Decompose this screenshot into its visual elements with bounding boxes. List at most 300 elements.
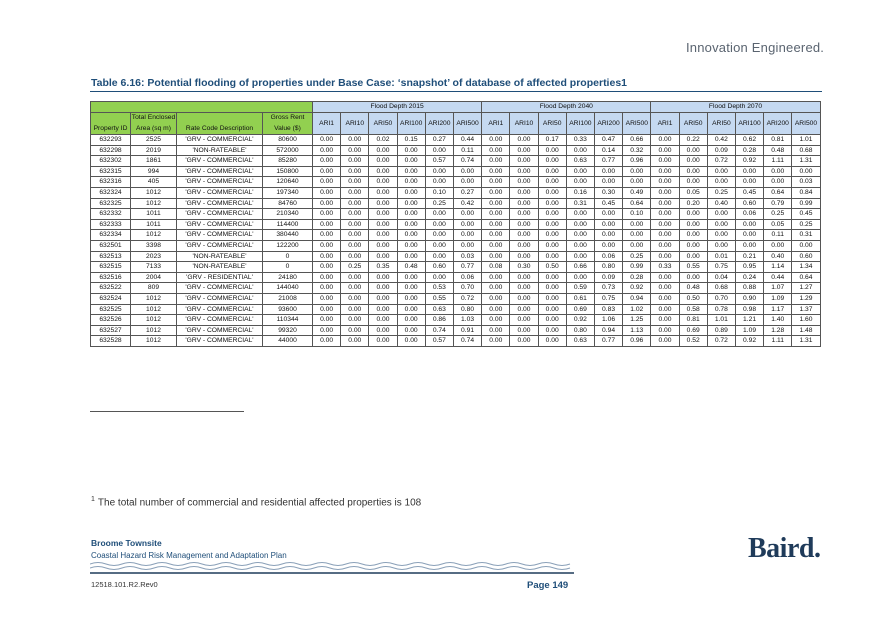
table-cell: 0.28 <box>735 145 763 156</box>
table-cell: 0.00 <box>425 251 453 262</box>
table-cell: 0.00 <box>679 209 707 220</box>
table-cell: 0.00 <box>313 209 341 220</box>
table-cell: 2023 <box>131 251 177 262</box>
table-row <box>91 145 821 156</box>
table-cell: 0.00 <box>651 325 679 336</box>
table-cell: 0.00 <box>482 135 510 146</box>
table-cell: 0.48 <box>679 283 707 294</box>
table-cell: 0.25 <box>623 251 651 262</box>
table-cell: 0.00 <box>313 145 341 156</box>
table-cell: 0.00 <box>341 230 369 241</box>
table-cell: 632515 <box>91 262 131 273</box>
table-cell: 0.00 <box>369 240 397 251</box>
table-cell: 0.00 <box>538 315 566 326</box>
table-cell: 0.00 <box>679 145 707 156</box>
table-cell: 0.00 <box>594 240 622 251</box>
table-cell: 0.00 <box>313 166 341 177</box>
table-cell: 0.16 <box>566 187 594 198</box>
table-cell: 0.72 <box>707 156 735 167</box>
table-row <box>91 293 821 304</box>
table-cell: 0.00 <box>510 293 538 304</box>
table-cell: 0.00 <box>651 219 679 230</box>
table-cell: 'GRV - COMMERCIAL' <box>177 166 263 177</box>
document-subtitle: Coastal Hazard Risk Management and Adaptation Plan <box>91 551 287 560</box>
table-cell: 0.00 <box>707 219 735 230</box>
table-cell: 0.35 <box>369 262 397 273</box>
table-cell: 0.00 <box>735 240 763 251</box>
table-cell: 0.89 <box>707 325 735 336</box>
table-cell: 0.00 <box>482 272 510 283</box>
table-cell: 0.83 <box>594 304 622 315</box>
table-cell: 0.00 <box>453 166 481 177</box>
header-total-area: Total Enclosed Area (sq m) <box>131 113 177 135</box>
table-cell: 0.20 <box>679 198 707 209</box>
table-cell: 0.74 <box>453 336 481 347</box>
table-cell: 0.60 <box>792 251 820 262</box>
table-cell: 632333 <box>91 219 131 230</box>
blank-header-cell <box>91 102 313 113</box>
table-cell: 0.81 <box>679 315 707 326</box>
table-cell: 0.57 <box>425 156 453 167</box>
table-cell: 0.00 <box>735 219 763 230</box>
table-cell: 0.06 <box>453 272 481 283</box>
table-row <box>91 209 821 220</box>
table-cell: 0.00 <box>313 230 341 241</box>
table-row <box>91 166 821 177</box>
table-cell: 21008 <box>263 293 313 304</box>
table-cell: 0.28 <box>623 272 651 283</box>
table-cell: 0.00 <box>313 315 341 326</box>
table-cell: 85280 <box>263 156 313 167</box>
header-ari-2040-1: ARI10 <box>510 113 538 135</box>
table-cell: 0.00 <box>397 166 425 177</box>
table-cell: 0.66 <box>566 262 594 273</box>
table-cell: 0.00 <box>482 293 510 304</box>
table-cell: 0.00 <box>651 315 679 326</box>
table-cell: 0.22 <box>679 135 707 146</box>
table-cell: 0.00 <box>510 272 538 283</box>
table-cell: 0.00 <box>313 325 341 336</box>
table-cell: 0.00 <box>341 240 369 251</box>
table-cell: 0.69 <box>679 325 707 336</box>
table-cell: 0.15 <box>397 135 425 146</box>
table-cell: 0.00 <box>538 251 566 262</box>
table-row <box>91 336 821 347</box>
table-cell: 0.95 <box>735 262 763 273</box>
table-cell: 24180 <box>263 272 313 283</box>
header-ari-2070-2: ARI50 <box>707 113 735 135</box>
table-cell: 0.00 <box>313 240 341 251</box>
table-cell: 632302 <box>91 156 131 167</box>
table-cell: 0.75 <box>707 262 735 273</box>
footnote-text: The total number of commercial and residential affected properties is 108 <box>97 497 422 509</box>
table-cell: 0.00 <box>369 219 397 230</box>
table-row <box>91 187 821 198</box>
table-cell: 0.00 <box>313 177 341 188</box>
table-cell: 1.25 <box>623 315 651 326</box>
table-cell: 0.68 <box>792 145 820 156</box>
table-cell: 'GRV - COMMERCIAL' <box>177 293 263 304</box>
table-cell: 1012 <box>131 293 177 304</box>
table-cell: 0.00 <box>341 251 369 262</box>
table-cell: 0.00 <box>369 251 397 262</box>
table-cell: 0.00 <box>482 145 510 156</box>
table-cell: 0.00 <box>735 177 763 188</box>
table-cell: 0.64 <box>764 187 792 198</box>
table-cell: 0.25 <box>792 219 820 230</box>
page-number: Page 149 <box>527 580 569 591</box>
table-cell: 'GRV - COMMERCIAL' <box>177 240 263 251</box>
table-cell: 0.00 <box>341 145 369 156</box>
table-cell: 0.00 <box>369 156 397 167</box>
table-cell: 0.00 <box>651 166 679 177</box>
table-group-header-row <box>91 102 821 113</box>
table-cell: 0.00 <box>482 230 510 241</box>
table-cell: 0.00 <box>453 230 481 241</box>
document-code: 12518.101.R2.Rev0 <box>91 580 158 589</box>
table-cell: 1012 <box>131 325 177 336</box>
table-cell: 632524 <box>91 293 131 304</box>
table-cell: 0.09 <box>707 145 735 156</box>
table-cell: 44000 <box>263 336 313 347</box>
table-cell: 0.77 <box>594 336 622 347</box>
header-property-id: Property ID <box>91 113 131 135</box>
table-cell: 1.40 <box>764 315 792 326</box>
table-cell: 0.00 <box>538 145 566 156</box>
table-cell: 0.45 <box>792 209 820 220</box>
table-cell: 1.09 <box>764 293 792 304</box>
table-cell: 0.00 <box>566 166 594 177</box>
table-row <box>91 251 821 262</box>
table-cell: 1.02 <box>623 304 651 315</box>
table-cell: 0.25 <box>341 262 369 273</box>
table-cell: 0.00 <box>538 177 566 188</box>
table-cell: 0.70 <box>453 283 481 294</box>
table-cell: 0.00 <box>482 209 510 220</box>
table-cell: 0.72 <box>707 336 735 347</box>
table-cell: 0.92 <box>735 156 763 167</box>
table-cell: 0.00 <box>651 156 679 167</box>
table-cell: 0.99 <box>623 262 651 273</box>
table-cell: 0.00 <box>482 156 510 167</box>
table-cell: 0.00 <box>341 166 369 177</box>
table-cell: 0.00 <box>397 251 425 262</box>
table-cell: 0.00 <box>538 209 566 220</box>
table-cell: 0.00 <box>341 283 369 294</box>
table-cell: 0.00 <box>341 177 369 188</box>
table-cell: 0.11 <box>764 230 792 241</box>
table-cell: 0.27 <box>425 135 453 146</box>
table-cell: 1.31 <box>792 156 820 167</box>
header-ari-2040-0: ARI1 <box>482 113 510 135</box>
table-cell: 0.00 <box>369 198 397 209</box>
table-cell: 0.00 <box>510 325 538 336</box>
table-cell: 0.63 <box>566 336 594 347</box>
table-cell: 1.27 <box>792 283 820 294</box>
table-cell: 0.00 <box>510 219 538 230</box>
table-cell: 0.00 <box>510 187 538 198</box>
header-ari-2015-2: ARI50 <box>369 113 397 135</box>
table-cell: 1.11 <box>764 336 792 347</box>
table-cell: 0.00 <box>679 219 707 230</box>
table-cell: 0.00 <box>425 230 453 241</box>
table-cell: 0.00 <box>510 145 538 156</box>
table-cell: 0.00 <box>510 315 538 326</box>
table-cell: 0.00 <box>482 198 510 209</box>
table-cell: 572000 <box>263 145 313 156</box>
table-cell: 0.00 <box>313 156 341 167</box>
header-ari-2015-5: ARI500 <box>453 113 481 135</box>
table-cell: 0.00 <box>397 293 425 304</box>
header-ari-2040-5: ARI500 <box>623 113 651 135</box>
table-cell: 0.00 <box>313 219 341 230</box>
table-cell: 2525 <box>131 135 177 146</box>
table-cell: 0.00 <box>566 177 594 188</box>
table-cell: 0.00 <box>594 209 622 220</box>
table-cell: 0.04 <box>707 272 735 283</box>
table-cell: 0.00 <box>651 145 679 156</box>
table-cell: 0.00 <box>453 219 481 230</box>
table-cell: 0.80 <box>566 325 594 336</box>
table-cell: 0.73 <box>594 283 622 294</box>
table-cell: 0.74 <box>453 156 481 167</box>
table-cell: 0.00 <box>313 135 341 146</box>
table-cell: 0.00 <box>679 272 707 283</box>
header-rate-code: Rate Code Description <box>177 113 263 135</box>
table-cell: 0.00 <box>792 166 820 177</box>
table-cell: 0.00 <box>369 166 397 177</box>
table-cell: 0.00 <box>313 251 341 262</box>
table-cell: 0.00 <box>510 166 538 177</box>
table-cell: 0.00 <box>313 283 341 294</box>
table-cell: 0.00 <box>482 219 510 230</box>
header-ari-2070-1: ARI50 <box>679 113 707 135</box>
table-cell: 150800 <box>263 166 313 177</box>
table-cell: 120640 <box>263 177 313 188</box>
table-cell: 0.01 <box>707 251 735 262</box>
table-cell: 1.01 <box>792 135 820 146</box>
table-cell: 0.30 <box>594 187 622 198</box>
table-title: Table 6.16: Potential flooding of properties under Base Case: ‘snapshot’ of database of affected properties1 <box>91 77 627 89</box>
table-cell: 1.09 <box>735 325 763 336</box>
table-cell: 0.00 <box>538 230 566 241</box>
table-cell: 1.34 <box>792 262 820 273</box>
table-cell: 0.31 <box>566 198 594 209</box>
table-cell: 0.00 <box>341 315 369 326</box>
table-cell: 1.28 <box>764 325 792 336</box>
table-cell: 0.00 <box>735 230 763 241</box>
table-cell: 0.00 <box>623 166 651 177</box>
header-ari-2070-5: ARI500 <box>792 113 820 135</box>
table-cell: 0.79 <box>764 198 792 209</box>
table-cell: 1012 <box>131 198 177 209</box>
table-cell: 0.00 <box>369 230 397 241</box>
table-cell: 0.96 <box>623 336 651 347</box>
table-cell: 0.00 <box>510 336 538 347</box>
table-cell: 0.00 <box>792 240 820 251</box>
table-cell: 'GRV - COMMERCIAL' <box>177 315 263 326</box>
header-ari-2070-0: ARI1 <box>651 113 679 135</box>
table-cell: 0.92 <box>566 315 594 326</box>
table-cell: 0.69 <box>566 304 594 315</box>
table-cell: 0.59 <box>566 283 594 294</box>
table-cell: 0.92 <box>623 283 651 294</box>
table-cell: 0.60 <box>735 198 763 209</box>
table-cell: 'GRV - COMMERCIAL' <box>177 336 263 347</box>
table-cell: 0.00 <box>538 272 566 283</box>
header-ari-2015-1: ARI10 <box>341 113 369 135</box>
table-cell: 0.00 <box>764 240 792 251</box>
table-cell: 0.00 <box>538 283 566 294</box>
table-cell: 0.00 <box>510 156 538 167</box>
table-cell: 'NON-RATEABLE' <box>177 262 263 273</box>
table-cell: 0.00 <box>313 272 341 283</box>
table-cell: 'NON-RATEABLE' <box>177 251 263 262</box>
table-cell: 'GRV - COMMERCIAL' <box>177 135 263 146</box>
title-divider <box>90 91 822 92</box>
table-cell: 0.06 <box>735 209 763 220</box>
table-cell: 0.00 <box>594 230 622 241</box>
table-cell: 0.00 <box>369 304 397 315</box>
table-cell: 0.00 <box>566 230 594 241</box>
table-cell: 197340 <box>263 187 313 198</box>
table-cell: 0.00 <box>341 219 369 230</box>
table-cell: 2019 <box>131 145 177 156</box>
flooding-table <box>90 101 821 347</box>
table-cell: 0.08 <box>482 262 510 273</box>
table-cell: 0.00 <box>538 304 566 315</box>
table-cell: 0.00 <box>482 336 510 347</box>
table-cell: 0.05 <box>679 187 707 198</box>
table-cell: 0.00 <box>651 336 679 347</box>
table-cell: 0.00 <box>397 240 425 251</box>
table-row <box>91 315 821 326</box>
table-cell: 0.00 <box>651 209 679 220</box>
table-cell: 0.00 <box>651 304 679 315</box>
table-cell: 144040 <box>263 283 313 294</box>
table-cell: 0.25 <box>764 209 792 220</box>
table-cell: 0.00 <box>425 272 453 283</box>
table-cell: 0.02 <box>369 135 397 146</box>
table-cell: 0.00 <box>341 156 369 167</box>
table-cell: 1012 <box>131 304 177 315</box>
table-cell: 0.06 <box>594 251 622 262</box>
table-cell: 1011 <box>131 209 177 220</box>
table-cell: 0.00 <box>482 166 510 177</box>
table-cell: 0.62 <box>735 135 763 146</box>
table-cell: 1.29 <box>792 293 820 304</box>
table-cell: 0.00 <box>397 325 425 336</box>
table-cell: 0.00 <box>482 325 510 336</box>
table-cell: 1.48 <box>792 325 820 336</box>
table-cell: 0.40 <box>764 251 792 262</box>
group-header-2015: Flood Depth 2015 <box>313 102 482 113</box>
table-cell: 0.42 <box>707 135 735 146</box>
table-cell: 0.00 <box>397 209 425 220</box>
table-cell: 1.37 <box>792 304 820 315</box>
table-cell: 0.00 <box>341 209 369 220</box>
table-cell: 1.03 <box>453 315 481 326</box>
table-cell: 632325 <box>91 198 131 209</box>
table-cell: 0.00 <box>397 145 425 156</box>
table-cell: 0.00 <box>425 145 453 156</box>
table-cell: 0.61 <box>566 293 594 304</box>
table-cell: 0.00 <box>679 156 707 167</box>
table-cell: 0.00 <box>764 166 792 177</box>
wave-divider-icon <box>90 561 574 575</box>
table-cell: 0.77 <box>594 156 622 167</box>
group-header-2040: Flood Depth 2040 <box>482 102 651 113</box>
table-cell: 0.00 <box>453 240 481 251</box>
table-cell: 0.63 <box>566 156 594 167</box>
table-cell: 0.00 <box>397 156 425 167</box>
table-cell: 'GRV - COMMERCIAL' <box>177 283 263 294</box>
table-row <box>91 230 821 241</box>
table-cell: 0.66 <box>623 135 651 146</box>
table-cell: 0.44 <box>764 272 792 283</box>
table-cell: 0.55 <box>425 293 453 304</box>
table-cell: 0.00 <box>425 177 453 188</box>
table-cell: 0.00 <box>397 315 425 326</box>
header-gross-rent: Gross Rent Value ($) <box>263 113 313 135</box>
table-cell: 0.91 <box>453 325 481 336</box>
table-cell: 632526 <box>91 315 131 326</box>
table-cell: 0.00 <box>397 304 425 315</box>
table-cell: 1.17 <box>764 304 792 315</box>
header-ari-2070-3: ARI100 <box>735 113 763 135</box>
table-cell: 0.00 <box>510 240 538 251</box>
table-cell: 1012 <box>131 336 177 347</box>
header-ari-2040-4: ARI200 <box>594 113 622 135</box>
table-cell: 0.00 <box>482 187 510 198</box>
table-cell: 0.00 <box>707 209 735 220</box>
table-cell: 0.00 <box>538 336 566 347</box>
table-cell: 0.00 <box>482 304 510 315</box>
table-cell: 0.00 <box>369 187 397 198</box>
table-cell: 210340 <box>263 209 313 220</box>
table-cell: 0.00 <box>482 251 510 262</box>
table-cell: 0.00 <box>425 209 453 220</box>
table-cell: 80600 <box>263 135 313 146</box>
table-cell: 1.60 <box>792 315 820 326</box>
table-cell: 0.31 <box>792 230 820 241</box>
table-cell: 0.00 <box>425 240 453 251</box>
table-row <box>91 135 821 146</box>
table-cell: 0.24 <box>735 272 763 283</box>
table-cell: 0.00 <box>369 177 397 188</box>
table-cell: 110344 <box>263 315 313 326</box>
table-cell: 0.00 <box>510 209 538 220</box>
table-cell: 632315 <box>91 166 131 177</box>
table-cell: 1012 <box>131 230 177 241</box>
table-cell: 1.31 <box>792 336 820 347</box>
table-cell: 0.32 <box>623 145 651 156</box>
table-cell: 1.07 <box>764 283 792 294</box>
table-cell: 0.00 <box>679 230 707 241</box>
table-cell: 1.13 <box>623 325 651 336</box>
table-cell: 632316 <box>91 177 131 188</box>
table-cell: 0.64 <box>792 272 820 283</box>
table-cell: 1.14 <box>764 262 792 273</box>
table-cell: 0.60 <box>425 262 453 273</box>
table-cell: 0.00 <box>453 209 481 220</box>
table-cell: 632293 <box>91 135 131 146</box>
table-cell: 0.86 <box>425 315 453 326</box>
table-cell: 0.00 <box>453 177 481 188</box>
table-cell: 632516 <box>91 272 131 283</box>
table-row <box>91 325 821 336</box>
table-cell: 632528 <box>91 336 131 347</box>
